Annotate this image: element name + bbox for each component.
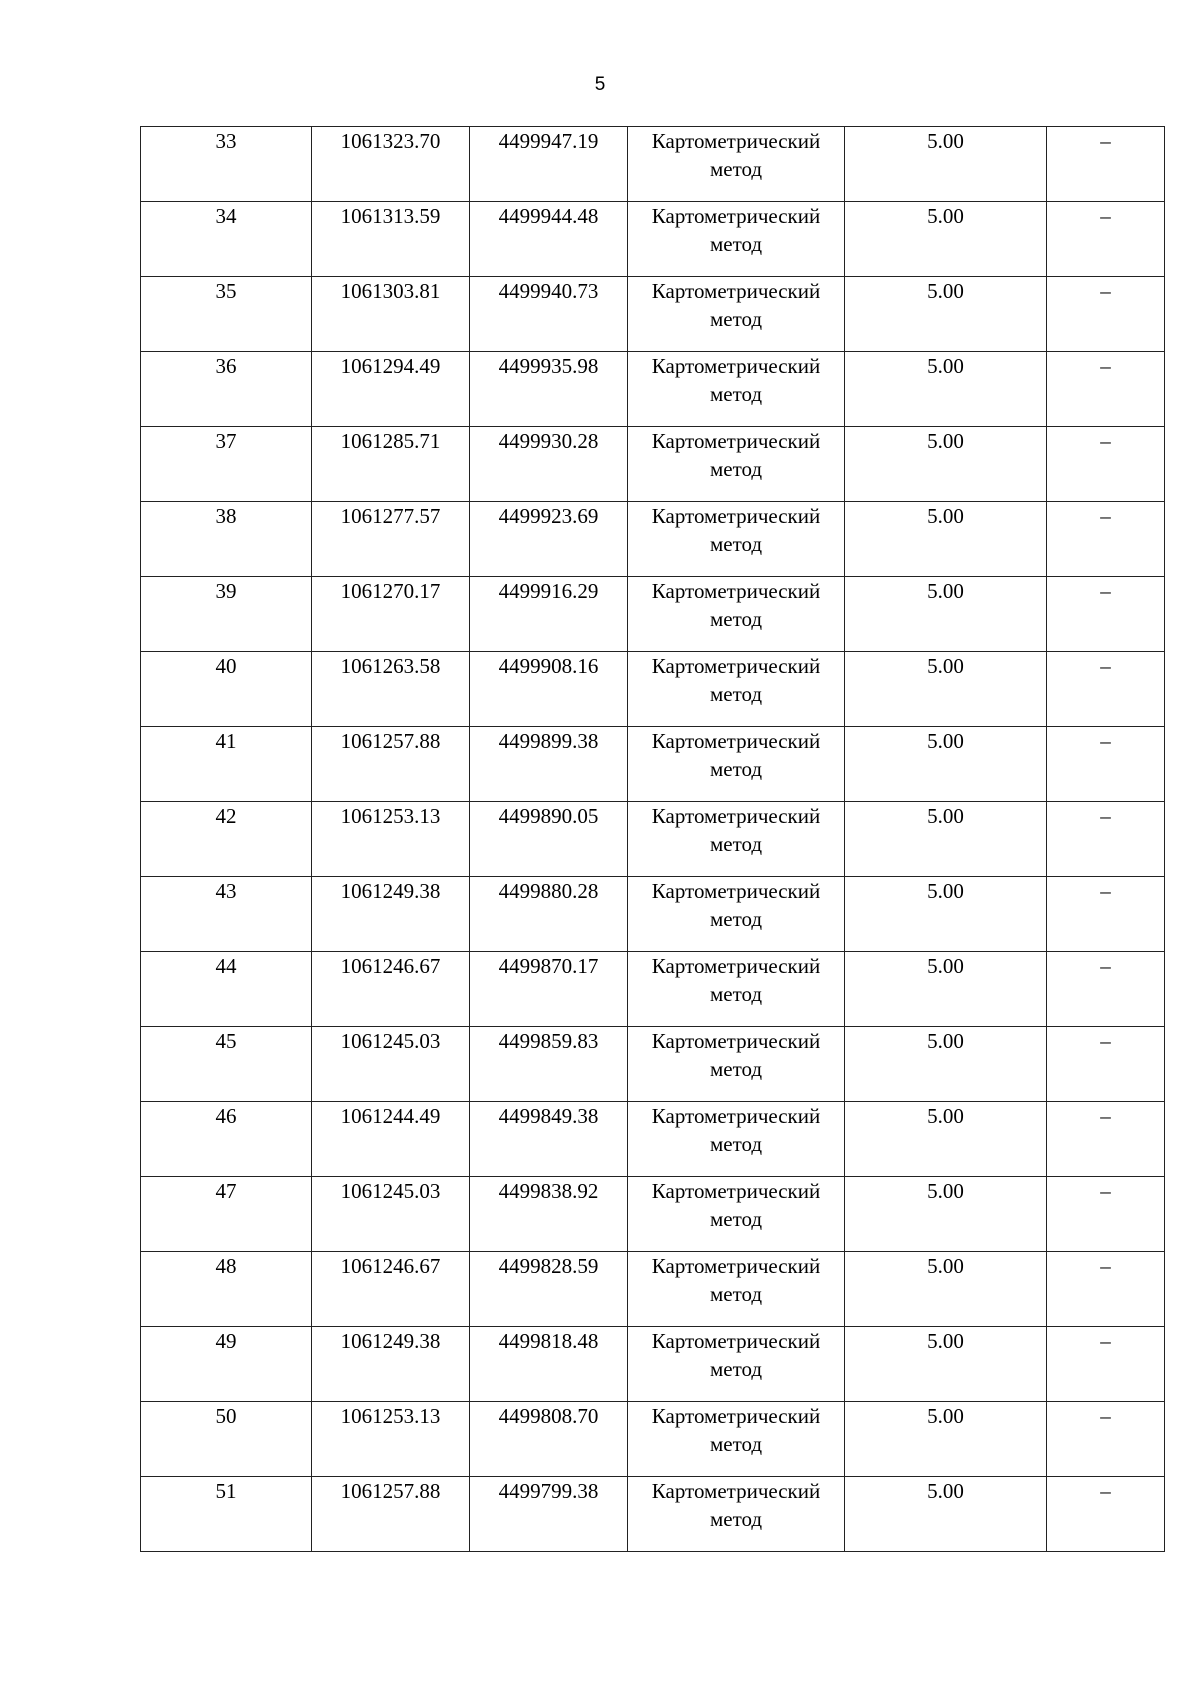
description-cell: – (1047, 1327, 1165, 1402)
table-row (141, 202, 1165, 277)
x-coordinate-cell: 1061245.03 (312, 1177, 470, 1252)
accuracy-cell: 5.00 (845, 1327, 1047, 1402)
point-number-cell: 37 (141, 427, 312, 502)
x-coordinate-cell: 1061277.57 (312, 502, 470, 577)
x-coordinate-cell: 1061246.67 (312, 952, 470, 1027)
x-coordinate-cell: 1061285.71 (312, 427, 470, 502)
table-row (141, 727, 1165, 802)
method-cell: Картометрический метод (628, 577, 845, 652)
x-coordinate-cell: 1061253.13 (312, 1402, 470, 1477)
y-coordinate-cell: 4499916.29 (470, 577, 628, 652)
description-cell: – (1047, 1027, 1165, 1102)
description-cell: – (1047, 1402, 1165, 1477)
table-row (141, 1027, 1165, 1102)
method-cell: Картометрический метод (628, 277, 845, 352)
y-coordinate-cell: 4499908.16 (470, 652, 628, 727)
y-coordinate-cell: 4499849.38 (470, 1102, 628, 1177)
accuracy-cell: 5.00 (845, 802, 1047, 877)
accuracy-cell: 5.00 (845, 727, 1047, 802)
accuracy-cell: 5.00 (845, 952, 1047, 1027)
description-cell: – (1047, 427, 1165, 502)
coordinates-table-body (141, 127, 1165, 1552)
point-number-cell: 38 (141, 502, 312, 577)
x-coordinate-cell: 1061270.17 (312, 577, 470, 652)
table-row (141, 1327, 1165, 1402)
page-number: 5 (594, 74, 606, 95)
description-cell: – (1047, 352, 1165, 427)
point-number-cell: 47 (141, 1177, 312, 1252)
point-number-cell: 36 (141, 352, 312, 427)
description-cell: – (1047, 577, 1165, 652)
table-row (141, 277, 1165, 352)
description-cell: – (1047, 277, 1165, 352)
y-coordinate-cell: 4499947.19 (470, 127, 628, 202)
description-cell: – (1047, 802, 1165, 877)
accuracy-cell: 5.00 (845, 1252, 1047, 1327)
table-row (141, 127, 1165, 202)
x-coordinate-cell: 1061253.13 (312, 802, 470, 877)
y-coordinate-cell: 4499923.69 (470, 502, 628, 577)
x-coordinate-cell: 1061303.81 (312, 277, 470, 352)
table-row (141, 1402, 1165, 1477)
x-coordinate-cell: 1061249.38 (312, 1327, 470, 1402)
description-cell: – (1047, 502, 1165, 577)
y-coordinate-cell: 4499828.59 (470, 1252, 628, 1327)
y-coordinate-cell: 4499818.48 (470, 1327, 628, 1402)
accuracy-cell: 5.00 (845, 277, 1047, 352)
table-row (141, 502, 1165, 577)
method-cell: Картометрический метод (628, 1477, 845, 1552)
table-row (141, 952, 1165, 1027)
point-number-cell: 49 (141, 1327, 312, 1402)
coordinates-table (140, 126, 1165, 1552)
y-coordinate-cell: 4499935.98 (470, 352, 628, 427)
description-cell: – (1047, 1102, 1165, 1177)
y-coordinate-cell: 4499799.38 (470, 1477, 628, 1552)
x-coordinate-cell: 1061294.49 (312, 352, 470, 427)
y-coordinate-cell: 4499899.38 (470, 727, 628, 802)
table-row (141, 802, 1165, 877)
y-coordinate-cell: 4499870.17 (470, 952, 628, 1027)
x-coordinate-cell: 1061257.88 (312, 1477, 470, 1552)
accuracy-cell: 5.00 (845, 577, 1047, 652)
method-cell: Картометрический метод (628, 427, 845, 502)
y-coordinate-cell: 4499944.48 (470, 202, 628, 277)
point-number-cell: 50 (141, 1402, 312, 1477)
accuracy-cell: 5.00 (845, 1402, 1047, 1477)
method-cell: Картометрический метод (628, 1027, 845, 1102)
description-cell: – (1047, 652, 1165, 727)
method-cell: Картометрический метод (628, 202, 845, 277)
method-cell: Картометрический метод (628, 652, 845, 727)
description-cell: – (1047, 877, 1165, 952)
method-cell: Картометрический метод (628, 877, 845, 952)
accuracy-cell: 5.00 (845, 502, 1047, 577)
method-cell: Картометрический метод (628, 1177, 845, 1252)
x-coordinate-cell: 1061257.88 (312, 727, 470, 802)
description-cell: – (1047, 1177, 1165, 1252)
table-row (141, 652, 1165, 727)
method-cell: Картометрический метод (628, 127, 845, 202)
accuracy-cell: 5.00 (845, 127, 1047, 202)
description-cell: – (1047, 127, 1165, 202)
point-number-cell: 39 (141, 577, 312, 652)
table-row (141, 1102, 1165, 1177)
x-coordinate-cell: 1061249.38 (312, 877, 470, 952)
method-cell: Картометрический метод (628, 1102, 845, 1177)
y-coordinate-cell: 4499930.28 (470, 427, 628, 502)
accuracy-cell: 5.00 (845, 652, 1047, 727)
point-number-cell: 35 (141, 277, 312, 352)
point-number-cell: 34 (141, 202, 312, 277)
table-row (141, 1252, 1165, 1327)
accuracy-cell: 5.00 (845, 1102, 1047, 1177)
accuracy-cell: 5.00 (845, 1177, 1047, 1252)
x-coordinate-cell: 1061263.58 (312, 652, 470, 727)
method-cell: Картометрический метод (628, 952, 845, 1027)
description-cell: – (1047, 1477, 1165, 1552)
table-row (141, 1477, 1165, 1552)
y-coordinate-cell: 4499940.73 (470, 277, 628, 352)
method-cell: Картометрический метод (628, 1402, 845, 1477)
x-coordinate-cell: 1061246.67 (312, 1252, 470, 1327)
point-number-cell: 45 (141, 1027, 312, 1102)
point-number-cell: 44 (141, 952, 312, 1027)
accuracy-cell: 5.00 (845, 427, 1047, 502)
description-cell: – (1047, 202, 1165, 277)
x-coordinate-cell: 1061313.59 (312, 202, 470, 277)
description-cell: – (1047, 952, 1165, 1027)
point-number-cell: 40 (141, 652, 312, 727)
x-coordinate-cell: 1061245.03 (312, 1027, 470, 1102)
table-row (141, 427, 1165, 502)
y-coordinate-cell: 4499808.70 (470, 1402, 628, 1477)
table-row (141, 877, 1165, 952)
method-cell: Картометрический метод (628, 1252, 845, 1327)
point-number-cell: 48 (141, 1252, 312, 1327)
point-number-cell: 46 (141, 1102, 312, 1177)
y-coordinate-cell: 4499890.05 (470, 802, 628, 877)
point-number-cell: 51 (141, 1477, 312, 1552)
accuracy-cell: 5.00 (845, 877, 1047, 952)
x-coordinate-cell: 1061323.70 (312, 127, 470, 202)
method-cell: Картометрический метод (628, 352, 845, 427)
table-row (141, 577, 1165, 652)
point-number-cell: 41 (141, 727, 312, 802)
accuracy-cell: 5.00 (845, 1477, 1047, 1552)
method-cell: Картометрический метод (628, 1327, 845, 1402)
method-cell: Картометрический метод (628, 502, 845, 577)
point-number-cell: 33 (141, 127, 312, 202)
table-row (141, 352, 1165, 427)
description-cell: – (1047, 727, 1165, 802)
table-row (141, 1177, 1165, 1252)
accuracy-cell: 5.00 (845, 352, 1047, 427)
accuracy-cell: 5.00 (845, 1027, 1047, 1102)
x-coordinate-cell: 1061244.49 (312, 1102, 470, 1177)
method-cell: Картометрический метод (628, 802, 845, 877)
y-coordinate-cell: 4499838.92 (470, 1177, 628, 1252)
point-number-cell: 42 (141, 802, 312, 877)
description-cell: – (1047, 1252, 1165, 1327)
y-coordinate-cell: 4499859.83 (470, 1027, 628, 1102)
point-number-cell: 43 (141, 877, 312, 952)
y-coordinate-cell: 4499880.28 (470, 877, 628, 952)
accuracy-cell: 5.00 (845, 202, 1047, 277)
method-cell: Картометрический метод (628, 727, 845, 802)
